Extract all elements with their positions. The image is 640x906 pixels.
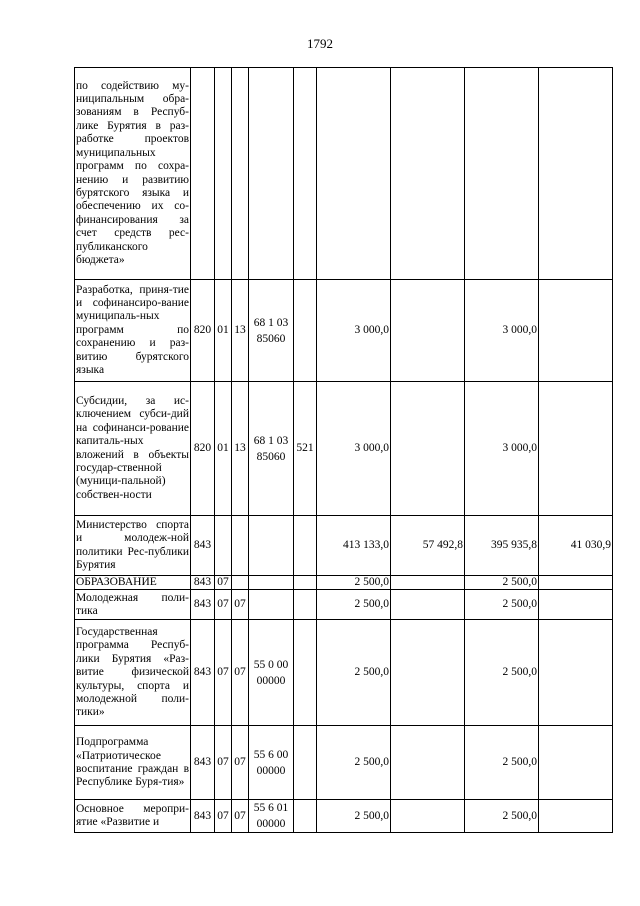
amount-3 (465, 68, 539, 280)
table-row (75, 800, 613, 833)
row-name: Разработка, приня-тие и софинансиро-вание муниципаль-ных программ по сохранению и раз-витию бурятского языка (75, 280, 191, 382)
amount-2 (391, 726, 465, 800)
subsection-code: 13 (232, 280, 249, 382)
table-row (75, 726, 613, 800)
amount-4 (539, 68, 613, 280)
row-name: Подпрограмма «Патриотическое воспитание граждан в Республике Буря-тия» (75, 726, 191, 800)
ministry-code: 843 (191, 590, 215, 620)
amount-3: 2 500,0 (465, 800, 539, 833)
section-code (215, 68, 232, 280)
amount-2 (391, 590, 465, 620)
table-row (75, 516, 613, 576)
amount-2 (391, 800, 465, 833)
section-code: 07 (215, 590, 232, 620)
amount-1: 3 000,0 (317, 280, 391, 382)
amount-3: 395 935,8 (465, 516, 539, 576)
target-article-code (249, 280, 294, 382)
section-code: 07 (215, 620, 232, 726)
amount-4 (539, 280, 613, 382)
target-article-code (249, 516, 294, 576)
target-article-code (249, 382, 294, 516)
table-row (75, 68, 613, 280)
amount-3: 3 000,0 (465, 280, 539, 382)
target-code-line-2: 85060 (256, 450, 286, 463)
amount-4 (539, 590, 613, 620)
target-code-line-2: 00000 (256, 674, 286, 687)
ministry-code: 843 (191, 800, 215, 833)
amount-1: 413 133,0 (317, 516, 391, 576)
amount-4 (539, 800, 613, 833)
row-name: Министерство спорта и молодеж-ной политики Рес-публики Бурятия (75, 516, 191, 576)
ministry-code: 843 (191, 620, 215, 726)
target-code-line-2: 00000 (256, 764, 286, 777)
amount-1: 2 500,0 (317, 576, 391, 590)
expense-type-code (294, 68, 317, 280)
amount-1: 2 500,0 (317, 726, 391, 800)
expense-type-code (294, 620, 317, 726)
row-name: Субсидии, за ис-ключением субси-дий на софинанси-рование капиталь-ных вложений в объекты государ-ственной (муници-пальной) собствен-ности (75, 382, 191, 516)
amount-1: 2 500,0 (317, 620, 391, 726)
section-code (215, 516, 232, 576)
row-name: Основное меропри-ятие «Развитие и (75, 800, 191, 833)
amount-2 (391, 620, 465, 726)
table-row (75, 576, 613, 590)
section-code: 07 (215, 576, 232, 590)
page-number: 1792 (307, 36, 333, 51)
table-row (75, 590, 613, 620)
expense-type-code (294, 576, 317, 590)
row-name: по содействию му-ниципальным обра-зованиям в Респуб-лике Бурятия в раз-работке проектов муниципальных программ по сохра-нению и развитию бурятского языка и обеспечению их со-финансирования за счет средств рес-публиканского бюджета» (75, 68, 191, 280)
expense-type-code (294, 516, 317, 576)
amount-4 (539, 576, 613, 590)
row-name: Молодежная поли-тика (75, 590, 191, 620)
target-code-line-1: 55 6 01 (253, 802, 289, 815)
amount-2 (391, 576, 465, 590)
amount-2 (391, 382, 465, 516)
section-code: 01 (215, 280, 232, 382)
subsection-code: 07 (232, 726, 249, 800)
expense-type-code (294, 590, 317, 620)
amount-3: 2 500,0 (465, 620, 539, 726)
ministry-code (191, 68, 215, 280)
ministry-code: 820 (191, 382, 215, 516)
target-code-line-1: 68 1 03 (253, 316, 289, 329)
target-article-code (249, 576, 294, 590)
amount-4 (539, 726, 613, 800)
row-name: Государственная программа Респуб-лики Бурятия «Раз-витие физической культуры, спорта и молодежной поли-тики» (75, 620, 191, 726)
amount-4 (539, 620, 613, 726)
amount-3: 2 500,0 (465, 590, 539, 620)
table-row (75, 620, 613, 726)
subsection-code: 13 (232, 382, 249, 516)
amount-2 (391, 280, 465, 382)
budget-table (74, 67, 613, 833)
table-row (75, 280, 613, 382)
expense-type-code (294, 800, 317, 833)
target-article-code (249, 590, 294, 620)
expense-type-code (294, 280, 317, 382)
amount-3: 2 500,0 (465, 576, 539, 590)
section-code: 01 (215, 382, 232, 516)
subsection-code: 07 (232, 800, 249, 833)
target-article-code (249, 726, 294, 800)
section-code: 07 (215, 800, 232, 833)
amount-3: 3 000,0 (465, 382, 539, 516)
amount-1: 2 500,0 (317, 800, 391, 833)
subsection-code (232, 68, 249, 280)
subsection-code (232, 576, 249, 590)
subsection-code: 07 (232, 620, 249, 726)
target-article-code (249, 800, 294, 833)
amount-4 (539, 382, 613, 516)
amount-1: 3 000,0 (317, 382, 391, 516)
amount-1: 2 500,0 (317, 590, 391, 620)
target-code-line-1: 68 1 03 (253, 434, 289, 447)
table-row (75, 382, 613, 516)
subsection-code (232, 516, 249, 576)
expense-type-code (294, 726, 317, 800)
ministry-code: 820 (191, 280, 215, 382)
target-code-line-1: 55 6 00 (253, 748, 289, 761)
ministry-code: 843 (191, 576, 215, 590)
amount-4: 41 030,9 (539, 516, 613, 576)
ministry-code: 843 (191, 516, 215, 576)
target-article-code (249, 68, 294, 280)
expense-type-code: 521 (294, 382, 317, 516)
target-code-line-2: 85060 (256, 332, 286, 345)
amount-1 (317, 68, 391, 280)
target-code-line-1: 55 0 00 (253, 658, 289, 671)
ministry-code: 843 (191, 726, 215, 800)
target-code-line-2: 00000 (256, 818, 286, 831)
row-name: ОБРАЗОВАНИЕ (75, 576, 191, 590)
section-code: 07 (215, 726, 232, 800)
amount-3: 2 500,0 (465, 726, 539, 800)
target-article-code (249, 620, 294, 726)
subsection-code: 07 (232, 590, 249, 620)
amount-2: 57 492,8 (391, 516, 465, 576)
amount-2 (391, 68, 465, 280)
